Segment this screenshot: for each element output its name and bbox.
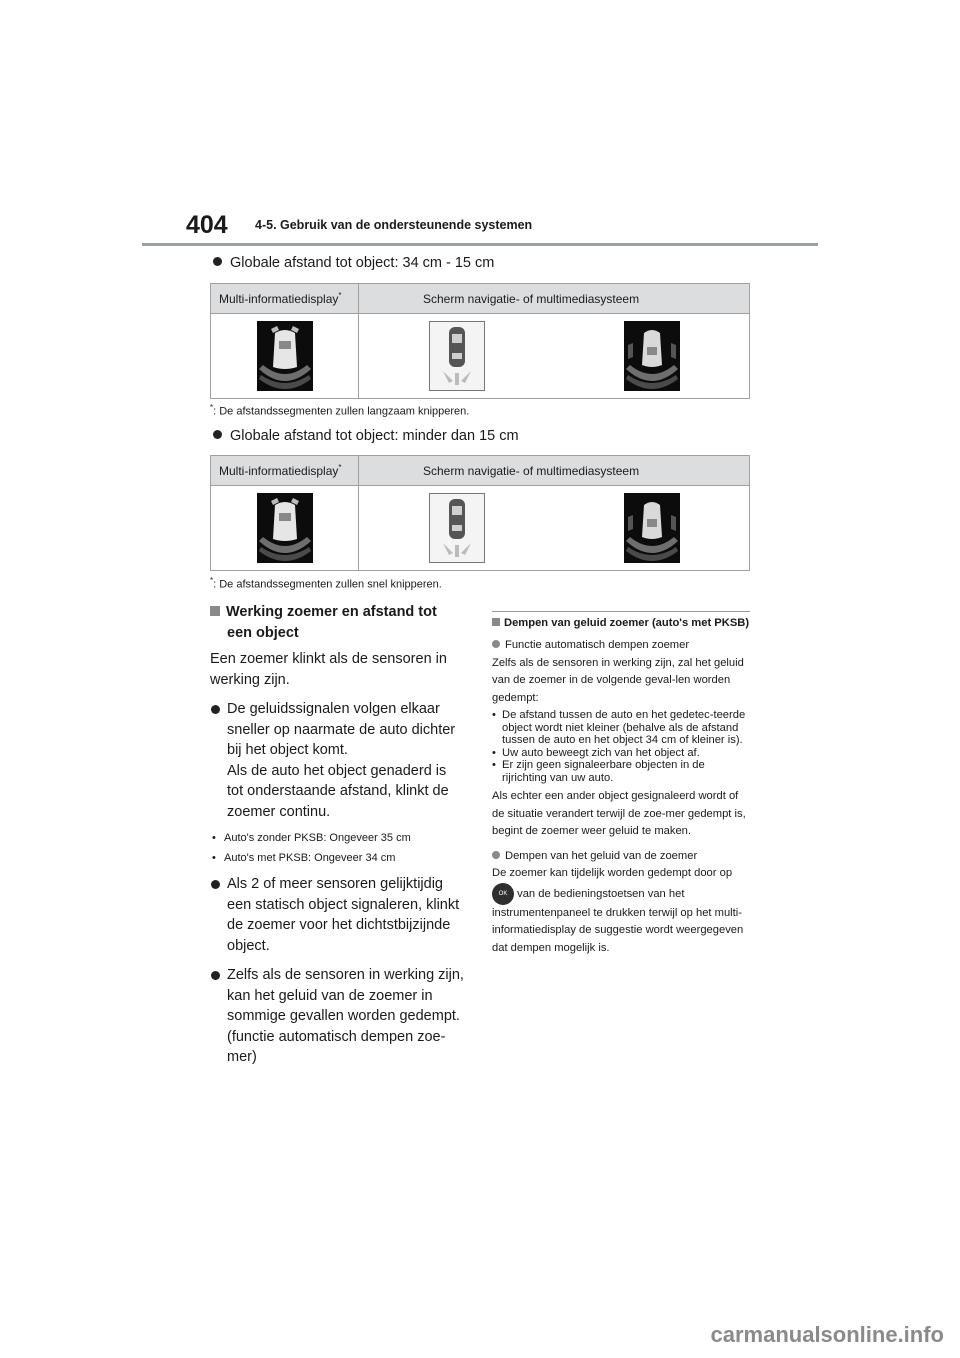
display-table-1 xyxy=(210,283,750,399)
col-header-mid: Multi-informatiedisplay* xyxy=(211,284,359,314)
footnote-1: *: De afstandssegmenten zullen langzaam knipperen. xyxy=(210,403,470,418)
screen-display-image-b xyxy=(555,314,750,399)
bullet-icon xyxy=(213,430,222,439)
bullet-icon xyxy=(211,705,220,714)
mid-display-image xyxy=(211,314,359,399)
mid-display-image xyxy=(211,486,359,571)
left-intro: Een zoemer klinkt als de sensoren in werking zijn. xyxy=(210,651,447,688)
left-column xyxy=(210,602,465,1068)
footnote-2: *: De afstandssegmenten zullen snel knipperen. xyxy=(210,576,442,591)
screen-car-sensor-image xyxy=(624,493,680,563)
right-para-2: Als echter een ander object gesignaleerd wordt of de situatie verandert terwijl de zoe-mer gedempt is, begint de zoemer weer geluid te maken. xyxy=(492,790,746,837)
right-list-item: • Uw auto beweegt zich van het object af. xyxy=(492,746,700,759)
mid-car-display-image xyxy=(257,321,313,391)
left-bullet-1: De geluidssignalen volgen elkaar sneller op naarmate de auto dichter bij het object komt. Als de auto het object genaderd is tot onderstaande afstand, klinkt de zoemer continu. xyxy=(210,699,465,822)
screen-display-image-a xyxy=(359,314,556,399)
screen-car-sensor-image xyxy=(624,321,680,391)
screen-display-image-b xyxy=(555,486,750,571)
block2-heading: Globale afstand tot object: minder dan 15 cm xyxy=(213,429,519,444)
right-list-item: • Er zijn geen signaleerbare objecten in de rijrichting van uw auto. xyxy=(492,759,705,784)
right-column xyxy=(492,617,750,957)
right-list-item: • De afstand tussen de auto en het gedetec-teerde object wordt niet kleiner (behalve als de afstand tussen de auto en het object 34 cm of kleiner is). xyxy=(492,709,746,746)
left-bullet-2: Als 2 of meer sensoren gelijktijdig een statisch object signaleren, klinkt de zoemer voor het dichtstbijzijnde object. xyxy=(210,874,465,956)
col-header-screen: Scherm navigatie- of multimediasysteem xyxy=(359,284,750,314)
section-square-icon xyxy=(492,618,500,626)
ok-button-icon: OK xyxy=(492,883,514,905)
col-header-screen: Scherm navigatie- of multimediasysteem xyxy=(359,456,750,486)
screen-car-top-image xyxy=(429,493,485,563)
gray-dot-icon xyxy=(492,640,500,648)
right-sub-heading-2: Dempen van het geluid van de zoemer xyxy=(492,848,750,866)
bullet-icon xyxy=(211,971,220,980)
right-list xyxy=(492,709,750,784)
right-heading: Dempen van geluid zoemer (auto's met PKSB) xyxy=(492,617,750,630)
right-column-rule xyxy=(492,611,750,612)
left-bullet-3: Zelfs als de sensoren in werking zijn, kan het geluid van de zoemer in sommige gevallen worden gedempt. (functie automatisch dempen zoe-mer) xyxy=(210,965,465,1068)
header-rule xyxy=(142,243,818,246)
bullet-icon xyxy=(211,880,220,889)
right-para-3: De zoemer kan tijdelijk worden gedempt door op OK van de bedieningstoetsen van het instrumentenpaneel te drukken terwijl op het multi-informatiedisplay de suggestie wordt weergegeven dat dempen mogelijk is. xyxy=(492,867,744,954)
left-heading: Werking zoemer en afstand tot een object xyxy=(210,602,465,644)
screen-car-top-image xyxy=(429,321,485,391)
bullet-icon xyxy=(213,257,222,266)
section-square-icon xyxy=(210,606,220,616)
col-header-mid: Multi-informatiedisplay* xyxy=(211,456,359,486)
block1-heading: Globale afstand tot object: 34 cm - 15 cm xyxy=(213,256,494,271)
right-sub-heading-1: Functie automatisch dempen zoemer xyxy=(492,637,750,655)
mid-car-display-image xyxy=(257,493,313,563)
section-title: 4-5. Gebruik van de ondersteunende systemen xyxy=(255,218,533,232)
display-table-2 xyxy=(210,455,750,571)
left-sub-item-2: • Auto's met PKSB: Ongeveer 34 cm xyxy=(212,852,396,864)
right-para-1: Zelfs als de sensoren in werking zijn, zal het geluid van de zoemer in de volgende geval-len worden gedempt: xyxy=(492,656,744,704)
page-number: 404 xyxy=(186,211,228,239)
gray-dot-icon xyxy=(492,851,500,859)
left-sub-item-1: • Auto's zonder PKSB: Ongeveer 35 cm xyxy=(212,832,411,844)
screen-display-image-a xyxy=(359,486,556,571)
watermark: carmanualsonline.info xyxy=(710,1322,944,1347)
